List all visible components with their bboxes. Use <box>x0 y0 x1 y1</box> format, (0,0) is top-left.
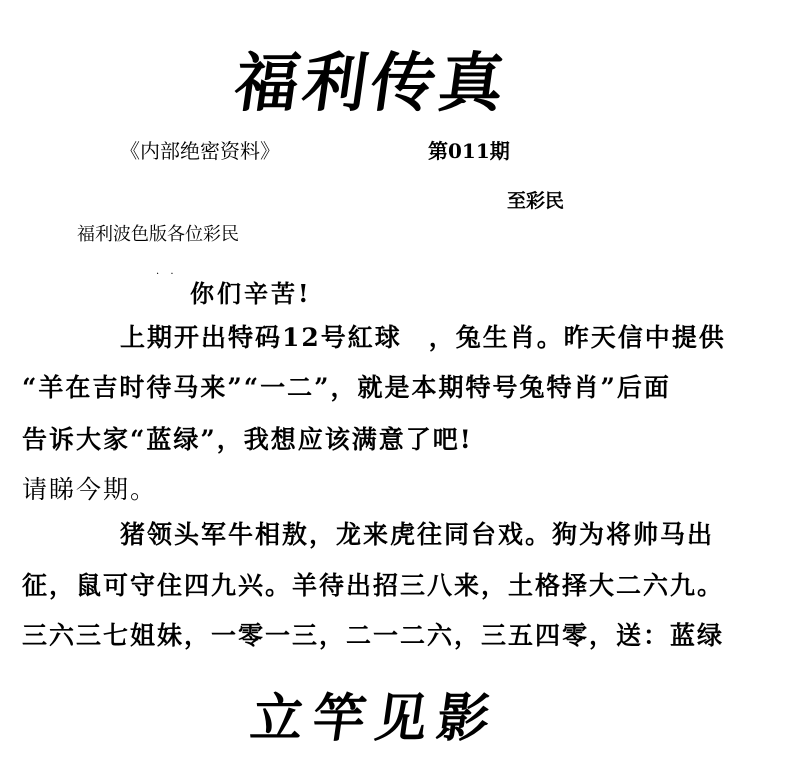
decorative-dots: . . <box>156 266 178 277</box>
body-line: 上期开出特码12号紅球 ，兔生肖。昨天信中提供 <box>120 323 726 352</box>
issue-number: 第011期 <box>428 139 510 163</box>
body-line: 请睇今期。 <box>22 475 158 504</box>
body-line: 猪领头军牛相敖，龙来虎往同台戏。狗为将帅马出 <box>120 520 715 549</box>
document-title: 福利传真 <box>229 46 513 121</box>
recipient-line: 至彩民 <box>507 190 565 212</box>
body-line: 三六三七姐妹，一零一三，二一二六，三五四零，送：蓝绿 <box>22 621 725 650</box>
body-line: 征，鼠可守住四九兴。羊待出招三八来，土格择大二六九。 <box>22 571 725 600</box>
greeting: 你们辛苦! <box>190 279 312 308</box>
body-line: “羊在吉时待马来”“一二”，就是本期特号兔特肖”后面 <box>22 373 671 402</box>
body-line: 告诉大家“蓝绿”，我想应该满意了吧! <box>22 425 473 454</box>
sender-line: 福利波色版各位彩民 <box>77 224 239 245</box>
footer-slogan: 立竿见影 <box>247 688 504 749</box>
source-label: 《内部绝密资料》 <box>120 139 280 163</box>
